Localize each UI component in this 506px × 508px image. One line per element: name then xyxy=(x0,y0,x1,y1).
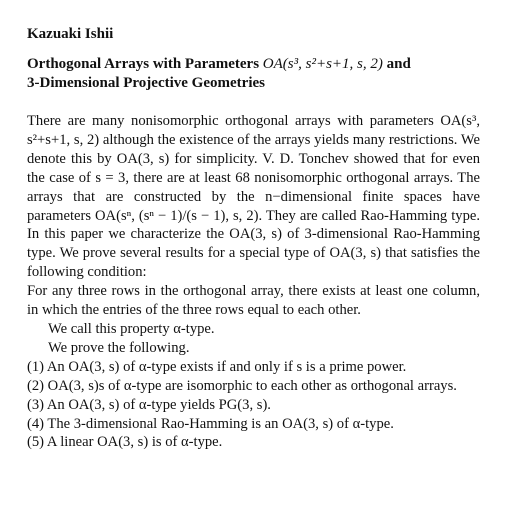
author-name: Kazuaki Ishii xyxy=(27,26,114,42)
title-line1-pre: Orthogonal Arrays with Parameters xyxy=(27,56,263,72)
abstract xyxy=(27,112,480,452)
paper-title xyxy=(27,55,480,93)
title-line2: 3-Dimensional Projective Geometries xyxy=(27,75,265,91)
result-item: (1) An OA(3, s) of α-type exists if and only if s is a prime power. xyxy=(27,358,407,375)
title-line1-math: OA(s³, s²+s+1, s, 2) xyxy=(262,56,383,72)
result-item: (2) OA(3, s)s of α-type are isomorphic to each other as orthogonal arrays. xyxy=(27,377,457,394)
title-line1-post: and xyxy=(382,56,411,72)
result-item: (4) The 3-dimensional Rao-Hamming is an OA(3, s) of α-type. xyxy=(27,415,394,432)
abstract-condition: For any three rows in the orthogonal array, there exists at least one column, in which the entries of the three rows equal to each other. xyxy=(27,283,480,319)
abstract-paragraph-1: There are many nonisomorphic orthogonal arrays with parameters OA(s³, s²+s+1, s, 2) although the existence of the arrays yields many restrictions. We denote this by OA(3, s) for simplicity. V. D. Tonchev showed that for even the case of s = 3, there are at least 68 nonisomorphic orthogonal arrays. The arrays that are constructed by the n−dimensional finite spaces have parameters OA(sⁿ, (sⁿ − 1)/(s − 1), s, 2). They are called Rao-Hamming type. In this paper we characterize the OA(3, s) of 3-dimensional Rao-Hamming type. We prove several results for a special type of OA(3, s) that satisfies the following condition: xyxy=(27,113,480,281)
result-item: (5) A linear OA(3, s) is of α-type. xyxy=(27,434,223,451)
abstract-prove-intro: We prove the following. xyxy=(48,339,190,356)
abstract-alpha-type: We call this property α-type. xyxy=(48,320,215,337)
result-item: (3) An OA(3, s) of α-type yields PG(3, s). xyxy=(27,396,271,413)
